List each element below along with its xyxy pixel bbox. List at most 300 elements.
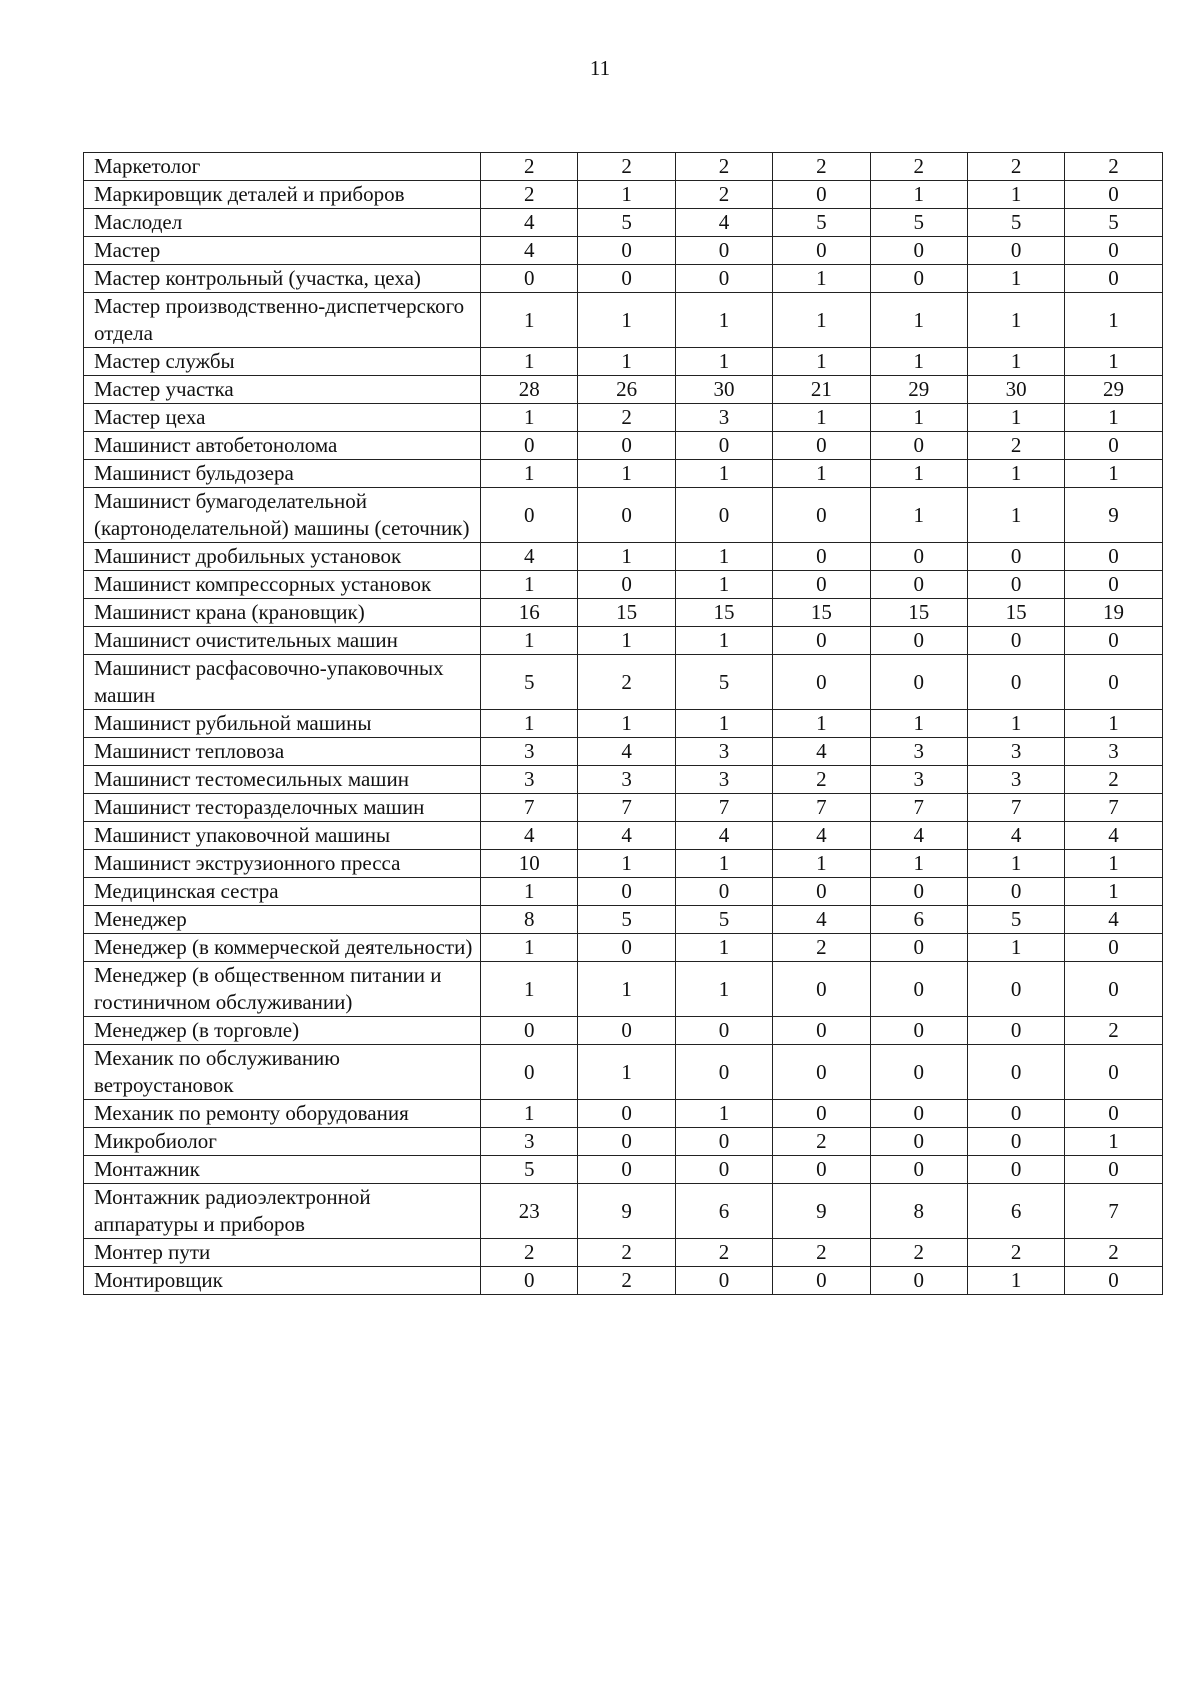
- value-cell: 5: [675, 655, 772, 710]
- value-cell: 0: [578, 488, 675, 543]
- value-cell: 1: [773, 265, 870, 293]
- value-cell: 0: [675, 237, 772, 265]
- value-cell: 15: [773, 599, 870, 627]
- value-cell: 4: [481, 237, 578, 265]
- value-cell: 0: [578, 1100, 675, 1128]
- occupation-name-cell: Мастер службы: [84, 348, 481, 376]
- value-cell: 0: [675, 1017, 772, 1045]
- value-cell: 1: [675, 571, 772, 599]
- occupation-name-cell: Медицинская сестра: [84, 878, 481, 906]
- value-cell: 0: [578, 432, 675, 460]
- value-cell: 2: [870, 1239, 967, 1267]
- table-row: [84, 710, 1163, 738]
- occupation-name-cell: Маслодел: [84, 209, 481, 237]
- value-cell: 1: [773, 710, 870, 738]
- occupation-name-cell: Машинист компрессорных установок: [84, 571, 481, 599]
- value-cell: 1: [675, 962, 772, 1017]
- value-cell: 0: [481, 1045, 578, 1100]
- value-cell: 30: [967, 376, 1064, 404]
- value-cell: 1: [675, 627, 772, 655]
- value-cell: 0: [1065, 1045, 1162, 1100]
- value-cell: 1: [967, 1267, 1064, 1295]
- value-cell: 1: [578, 348, 675, 376]
- value-cell: 15: [675, 599, 772, 627]
- value-cell: 3: [967, 766, 1064, 794]
- value-cell: 0: [773, 1100, 870, 1128]
- value-cell: 0: [870, 1045, 967, 1100]
- table-row: [84, 878, 1163, 906]
- value-cell: 1: [773, 404, 870, 432]
- value-cell: 1: [578, 460, 675, 488]
- value-cell: 1: [870, 850, 967, 878]
- value-cell: 2: [1065, 153, 1162, 181]
- value-cell: 0: [870, 1100, 967, 1128]
- value-cell: 0: [578, 237, 675, 265]
- table-row: [84, 1128, 1163, 1156]
- value-cell: 2: [481, 153, 578, 181]
- value-cell: 2: [1065, 766, 1162, 794]
- table-row: [84, 934, 1163, 962]
- value-cell: 3: [675, 766, 772, 794]
- value-cell: 0: [773, 1267, 870, 1295]
- value-cell: 1: [481, 404, 578, 432]
- occupation-name-cell: Менеджер: [84, 906, 481, 934]
- table-row: [84, 1267, 1163, 1295]
- table-row: [84, 1184, 1163, 1239]
- value-cell: 1: [773, 348, 870, 376]
- value-cell: 0: [675, 878, 772, 906]
- value-cell: 4: [481, 209, 578, 237]
- occupation-name-cell: Машинист бумагоделательной (картоноделательной) машины (сеточник): [84, 488, 481, 543]
- value-cell: 0: [870, 627, 967, 655]
- value-cell: 0: [578, 265, 675, 293]
- occupation-name-cell: Машинист экструзионного пресса: [84, 850, 481, 878]
- occupation-name-cell: Мастер: [84, 237, 481, 265]
- value-cell: 1: [578, 710, 675, 738]
- value-cell: 2: [1065, 1017, 1162, 1045]
- value-cell: 1: [675, 934, 772, 962]
- value-cell: 1: [675, 293, 772, 348]
- table-row: [84, 822, 1163, 850]
- occupation-name-cell: Менеджер (в общественном питании и гостиничном обслуживании): [84, 962, 481, 1017]
- value-cell: 0: [773, 543, 870, 571]
- value-cell: 6: [675, 1184, 772, 1239]
- value-cell: 0: [481, 432, 578, 460]
- table-row: [84, 1017, 1163, 1045]
- value-cell: 0: [773, 432, 870, 460]
- value-cell: 0: [481, 488, 578, 543]
- value-cell: 1: [870, 293, 967, 348]
- value-cell: 3: [675, 404, 772, 432]
- occupation-name-cell: Микробиолог: [84, 1128, 481, 1156]
- occupation-name-cell: Мастер цеха: [84, 404, 481, 432]
- value-cell: 1: [967, 710, 1064, 738]
- value-cell: 30: [675, 376, 772, 404]
- value-cell: 0: [967, 571, 1064, 599]
- value-cell: 7: [773, 794, 870, 822]
- value-cell: 5: [1065, 209, 1162, 237]
- value-cell: 1: [967, 850, 1064, 878]
- value-cell: 0: [1065, 1100, 1162, 1128]
- value-cell: 0: [1065, 432, 1162, 460]
- value-cell: 21: [773, 376, 870, 404]
- table-row: [84, 181, 1163, 209]
- occupation-name-cell: Машинист тестомесильных машин: [84, 766, 481, 794]
- value-cell: 0: [1065, 1156, 1162, 1184]
- value-cell: 1: [481, 1100, 578, 1128]
- value-cell: 3: [1065, 738, 1162, 766]
- occupation-name-cell: Машинист тестоpазделочных машин: [84, 794, 481, 822]
- value-cell: 1: [481, 460, 578, 488]
- occupation-name-cell: Мастер производственно-диспетчерского отдела: [84, 293, 481, 348]
- occupation-name-cell: Монтажник радиоэлектронной аппаратуры и приборов: [84, 1184, 481, 1239]
- table-row: [84, 738, 1163, 766]
- value-cell: 3: [481, 766, 578, 794]
- table-row: [84, 488, 1163, 543]
- value-cell: 2: [675, 153, 772, 181]
- value-cell: 1: [1065, 460, 1162, 488]
- value-cell: 3: [578, 766, 675, 794]
- table-row: [84, 906, 1163, 934]
- value-cell: 1: [967, 460, 1064, 488]
- table-row: [84, 962, 1163, 1017]
- value-cell: 2: [967, 432, 1064, 460]
- value-cell: 0: [967, 655, 1064, 710]
- value-cell: 2: [675, 1239, 772, 1267]
- value-cell: 2: [578, 655, 675, 710]
- value-cell: 4: [773, 906, 870, 934]
- value-cell: 0: [578, 571, 675, 599]
- table-row: [84, 1156, 1163, 1184]
- value-cell: 5: [773, 209, 870, 237]
- occupation-name-cell: Мастер контрольный (участка, цеха): [84, 265, 481, 293]
- value-cell: 0: [967, 1017, 1064, 1045]
- value-cell: 29: [870, 376, 967, 404]
- value-cell: 1: [481, 710, 578, 738]
- occupation-name-cell: Машинист рубильной машины: [84, 710, 481, 738]
- table-row: [84, 850, 1163, 878]
- table-row: [84, 348, 1163, 376]
- value-cell: 6: [967, 1184, 1064, 1239]
- value-cell: 1: [675, 850, 772, 878]
- occupation-name-cell: Машинист тепловоза: [84, 738, 481, 766]
- value-cell: 1: [870, 348, 967, 376]
- value-cell: 1: [675, 543, 772, 571]
- value-cell: 5: [578, 906, 675, 934]
- value-cell: 0: [773, 878, 870, 906]
- value-cell: 0: [773, 1045, 870, 1100]
- value-cell: 0: [1065, 571, 1162, 599]
- value-cell: 16: [481, 599, 578, 627]
- value-cell: 3: [967, 738, 1064, 766]
- occupation-name-cell: Монтер пути: [84, 1239, 481, 1267]
- value-cell: 0: [675, 488, 772, 543]
- value-cell: 0: [870, 1156, 967, 1184]
- value-cell: 2: [967, 1239, 1064, 1267]
- value-cell: 1: [1065, 710, 1162, 738]
- value-cell: 8: [870, 1184, 967, 1239]
- value-cell: 0: [870, 934, 967, 962]
- value-cell: 0: [967, 543, 1064, 571]
- value-cell: 29: [1065, 376, 1162, 404]
- value-cell: 2: [578, 153, 675, 181]
- value-cell: 3: [481, 1128, 578, 1156]
- value-cell: 7: [967, 794, 1064, 822]
- value-cell: 0: [578, 934, 675, 962]
- value-cell: 2: [773, 934, 870, 962]
- table-row: [84, 1045, 1163, 1100]
- value-cell: 0: [773, 1017, 870, 1045]
- table-row: [84, 265, 1163, 293]
- value-cell: 1: [481, 571, 578, 599]
- page-number: 11: [589, 56, 611, 80]
- table-row: [84, 293, 1163, 348]
- value-cell: 1: [578, 962, 675, 1017]
- value-cell: 2: [578, 1239, 675, 1267]
- value-cell: 2: [967, 153, 1064, 181]
- value-cell: 0: [578, 878, 675, 906]
- value-cell: 4: [578, 822, 675, 850]
- value-cell: 9: [578, 1184, 675, 1239]
- value-cell: 1: [481, 348, 578, 376]
- table-row: [84, 766, 1163, 794]
- value-cell: 1: [870, 181, 967, 209]
- value-cell: 3: [675, 738, 772, 766]
- value-cell: 8: [481, 906, 578, 934]
- value-cell: 1: [1065, 404, 1162, 432]
- value-cell: 0: [675, 1267, 772, 1295]
- occupation-name-cell: Менеджер (в коммерческой деятельности): [84, 934, 481, 962]
- table-body: [84, 153, 1163, 1295]
- value-cell: 1: [675, 710, 772, 738]
- value-cell: 0: [967, 627, 1064, 655]
- value-cell: 1: [967, 265, 1064, 293]
- value-cell: 2: [1065, 1239, 1162, 1267]
- value-cell: 1: [481, 934, 578, 962]
- value-cell: 3: [870, 766, 967, 794]
- value-cell: 4: [1065, 906, 1162, 934]
- table-row: [84, 655, 1163, 710]
- value-cell: 0: [870, 432, 967, 460]
- value-cell: 0: [870, 571, 967, 599]
- value-cell: 28: [481, 376, 578, 404]
- table-row: [84, 209, 1163, 237]
- value-cell: 0: [870, 543, 967, 571]
- table-row: [84, 543, 1163, 571]
- occupations-table: [83, 152, 1163, 1295]
- value-cell: 5: [481, 1156, 578, 1184]
- value-cell: 0: [773, 488, 870, 543]
- value-cell: 0: [773, 655, 870, 710]
- value-cell: 7: [870, 794, 967, 822]
- value-cell: 1: [675, 348, 772, 376]
- value-cell: 2: [481, 181, 578, 209]
- value-cell: 1: [675, 1100, 772, 1128]
- value-cell: 0: [870, 655, 967, 710]
- value-cell: 0: [1065, 962, 1162, 1017]
- value-cell: 10: [481, 850, 578, 878]
- value-cell: 0: [967, 1045, 1064, 1100]
- value-cell: 3: [870, 738, 967, 766]
- value-cell: 1: [773, 460, 870, 488]
- value-cell: 0: [578, 1017, 675, 1045]
- value-cell: 1: [967, 293, 1064, 348]
- value-cell: 4: [1065, 822, 1162, 850]
- value-cell: 15: [870, 599, 967, 627]
- value-cell: 1: [578, 850, 675, 878]
- value-cell: 9: [773, 1184, 870, 1239]
- value-cell: 15: [967, 599, 1064, 627]
- value-cell: 7: [675, 794, 772, 822]
- value-cell: 1: [967, 181, 1064, 209]
- value-cell: 1: [578, 543, 675, 571]
- value-cell: 1: [578, 1045, 675, 1100]
- value-cell: 1: [578, 293, 675, 348]
- value-cell: 0: [1065, 934, 1162, 962]
- value-cell: 0: [967, 1128, 1064, 1156]
- value-cell: 2: [773, 766, 870, 794]
- value-cell: 1: [870, 404, 967, 432]
- table-row: [84, 571, 1163, 599]
- value-cell: 5: [481, 655, 578, 710]
- value-cell: 1: [481, 627, 578, 655]
- value-cell: 6: [870, 906, 967, 934]
- value-cell: 7: [1065, 794, 1162, 822]
- value-cell: 0: [1065, 655, 1162, 710]
- value-cell: 4: [773, 822, 870, 850]
- value-cell: 0: [1065, 181, 1162, 209]
- value-cell: 0: [967, 1156, 1064, 1184]
- value-cell: 1: [481, 962, 578, 1017]
- occupation-name-cell: Машинист бульдозера: [84, 460, 481, 488]
- value-cell: 0: [675, 1156, 772, 1184]
- value-cell: 1: [870, 460, 967, 488]
- table-row: [84, 404, 1163, 432]
- value-cell: 0: [870, 265, 967, 293]
- value-cell: 1: [773, 850, 870, 878]
- value-cell: 0: [773, 181, 870, 209]
- occupation-name-cell: Машинист автобетонолома: [84, 432, 481, 460]
- value-cell: 0: [675, 1045, 772, 1100]
- value-cell: 1: [967, 404, 1064, 432]
- table-row: [84, 153, 1163, 181]
- value-cell: 1: [870, 710, 967, 738]
- value-cell: 1: [481, 878, 578, 906]
- value-cell: 0: [1065, 543, 1162, 571]
- value-cell: 0: [1065, 1267, 1162, 1295]
- value-cell: 2: [773, 1239, 870, 1267]
- value-cell: 3: [481, 738, 578, 766]
- value-cell: 5: [578, 209, 675, 237]
- value-cell: 0: [675, 265, 772, 293]
- value-cell: 0: [870, 1267, 967, 1295]
- table-row: [84, 460, 1163, 488]
- value-cell: 1: [1065, 1128, 1162, 1156]
- occupation-name-cell: Маркировщик деталей и приборов: [84, 181, 481, 209]
- value-cell: 19: [1065, 599, 1162, 627]
- table-row: [84, 627, 1163, 655]
- table-row: [84, 237, 1163, 265]
- value-cell: 1: [1065, 850, 1162, 878]
- value-cell: 0: [773, 962, 870, 1017]
- value-cell: 0: [870, 1017, 967, 1045]
- table-row: [84, 1239, 1163, 1267]
- value-cell: 0: [1065, 237, 1162, 265]
- value-cell: 1: [1065, 878, 1162, 906]
- table-row: [84, 1100, 1163, 1128]
- table-row: [84, 794, 1163, 822]
- value-cell: 5: [870, 209, 967, 237]
- value-cell: 2: [578, 1267, 675, 1295]
- value-cell: 0: [675, 432, 772, 460]
- value-cell: 0: [1065, 627, 1162, 655]
- value-cell: 0: [481, 265, 578, 293]
- value-cell: 1: [773, 293, 870, 348]
- value-cell: 1: [870, 488, 967, 543]
- value-cell: 9: [1065, 488, 1162, 543]
- value-cell: 1: [481, 293, 578, 348]
- occupation-name-cell: Маркетолог: [84, 153, 481, 181]
- value-cell: 0: [773, 571, 870, 599]
- value-cell: 1: [1065, 348, 1162, 376]
- value-cell: 0: [870, 878, 967, 906]
- value-cell: 5: [967, 209, 1064, 237]
- value-cell: 2: [481, 1239, 578, 1267]
- value-cell: 4: [773, 738, 870, 766]
- value-cell: 1: [1065, 293, 1162, 348]
- value-cell: 4: [481, 543, 578, 571]
- value-cell: 26: [578, 376, 675, 404]
- value-cell: 5: [967, 906, 1064, 934]
- value-cell: 2: [773, 1128, 870, 1156]
- value-cell: 4: [675, 209, 772, 237]
- occupation-name-cell: Машинист расфасовочно-упаковочных машин: [84, 655, 481, 710]
- occupation-name-cell: Монтировщик: [84, 1267, 481, 1295]
- value-cell: 0: [870, 962, 967, 1017]
- value-cell: 0: [967, 1100, 1064, 1128]
- occupation-name-cell: Менеджер (в торговле): [84, 1017, 481, 1045]
- occupation-name-cell: Монтажник: [84, 1156, 481, 1184]
- occupation-name-cell: Механик по обслуживанию ветроустановок: [84, 1045, 481, 1100]
- value-cell: 0: [773, 237, 870, 265]
- value-cell: 0: [675, 1128, 772, 1156]
- value-cell: 4: [481, 822, 578, 850]
- table-row: [84, 376, 1163, 404]
- value-cell: 23: [481, 1184, 578, 1239]
- value-cell: 7: [578, 794, 675, 822]
- value-cell: 7: [1065, 1184, 1162, 1239]
- value-cell: 0: [967, 878, 1064, 906]
- occupation-name-cell: Машинист крана (крановщик): [84, 599, 481, 627]
- value-cell: 0: [967, 237, 1064, 265]
- value-cell: 15: [578, 599, 675, 627]
- value-cell: 4: [967, 822, 1064, 850]
- value-cell: 1: [967, 934, 1064, 962]
- value-cell: 2: [675, 181, 772, 209]
- table-row: [84, 432, 1163, 460]
- occupation-name-cell: Механик по ремонту оборудования: [84, 1100, 481, 1128]
- value-cell: 0: [773, 1156, 870, 1184]
- value-cell: 0: [1065, 265, 1162, 293]
- value-cell: 0: [578, 1128, 675, 1156]
- occupation-name-cell: Машинист дробильных установок: [84, 543, 481, 571]
- value-cell: 4: [675, 822, 772, 850]
- value-cell: 4: [578, 738, 675, 766]
- occupations-table-container: [83, 152, 1162, 1295]
- value-cell: 0: [870, 237, 967, 265]
- value-cell: 0: [578, 1156, 675, 1184]
- value-cell: 1: [675, 460, 772, 488]
